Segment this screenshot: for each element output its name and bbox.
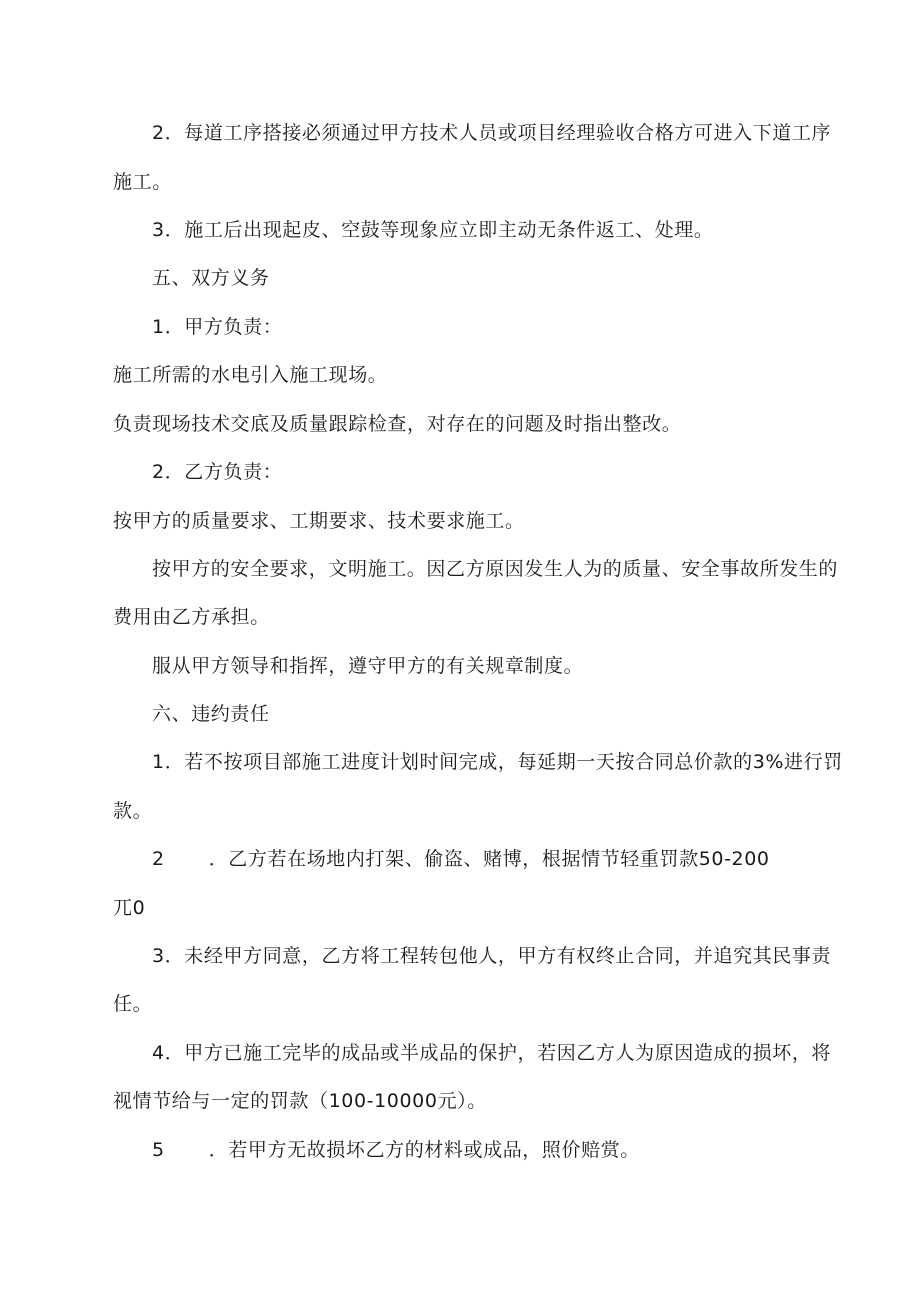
party-b-item-1: 按甲方的质量要求、工期要求、技术要求施工。	[113, 510, 525, 532]
clause-number: 2	[152, 848, 165, 870]
liability-clause-2-line-1	[152, 847, 770, 871]
clause-number: 5	[152, 1139, 165, 1161]
liability-clause-3-line-1: 3．未经甲方同意，乙方将工程转包他人，甲方有权终止合同，并追究其民事责	[152, 945, 832, 967]
liability-clause-2-line-2: 兀0	[113, 897, 146, 919]
clause-3: 3．施工后出现起皮、空鼓等现象应立即主动无条件返工、处理。	[152, 219, 714, 241]
party-b-item-3: 服从甲方领导和指挥，遵守甲方的有关规章制度。	[152, 655, 584, 677]
liability-clause-1-line-1: 1．若不按项目部施工进度计划时间完成，每延期一天按合同总价款的3%进行罚	[152, 751, 843, 773]
liability-clause-5	[152, 1138, 640, 1162]
section-heading-liability: 六、违约责任	[152, 703, 270, 725]
clause-text: ．乙方若在场地内打架、偷盗、赌博，根据情节轻重罚款50-200	[208, 848, 770, 870]
clause-2-line-2: 施工。	[113, 171, 172, 193]
party-a-item-2: 负责现场技术交底及质量跟踪检查，对存在的问题及时指出整改。	[113, 413, 682, 435]
party-a-item-1: 施工所需的水电引入施工现场。	[113, 364, 388, 386]
party-b-item-2-line-1: 按甲方的安全要求，文明施工。因乙方原因发生人为的质量、安全事故所发生的	[152, 558, 839, 580]
party-b-responsibility-heading: 2．乙方负责：	[152, 461, 283, 483]
liability-clause-1-line-2: 款。	[113, 800, 153, 822]
liability-clause-4-line-1: 4．甲方已施工完毕的成品或半成品的保护，若因乙方人为原因造成的损坏，将	[152, 1042, 832, 1064]
section-heading-mutual-obligations: 五、双方义务	[152, 267, 270, 289]
clause-2-line-1: 2．每道工序搭接必须通过甲方技术人员或项目经理验收合格方可进入下道工序	[152, 122, 832, 144]
party-a-responsibility-heading: 1．甲方负责：	[152, 316, 283, 338]
liability-clause-3-line-2: 任。	[113, 993, 153, 1015]
liability-clause-4-line-2: 视情节给与一定的罚款（100-10000元）。	[113, 1090, 487, 1112]
party-b-item-2-line-2: 费用由乙方承担。	[113, 606, 270, 628]
clause-text: ．若甲方无故损坏乙方的材料或成品，照价赔赏。	[208, 1139, 640, 1161]
